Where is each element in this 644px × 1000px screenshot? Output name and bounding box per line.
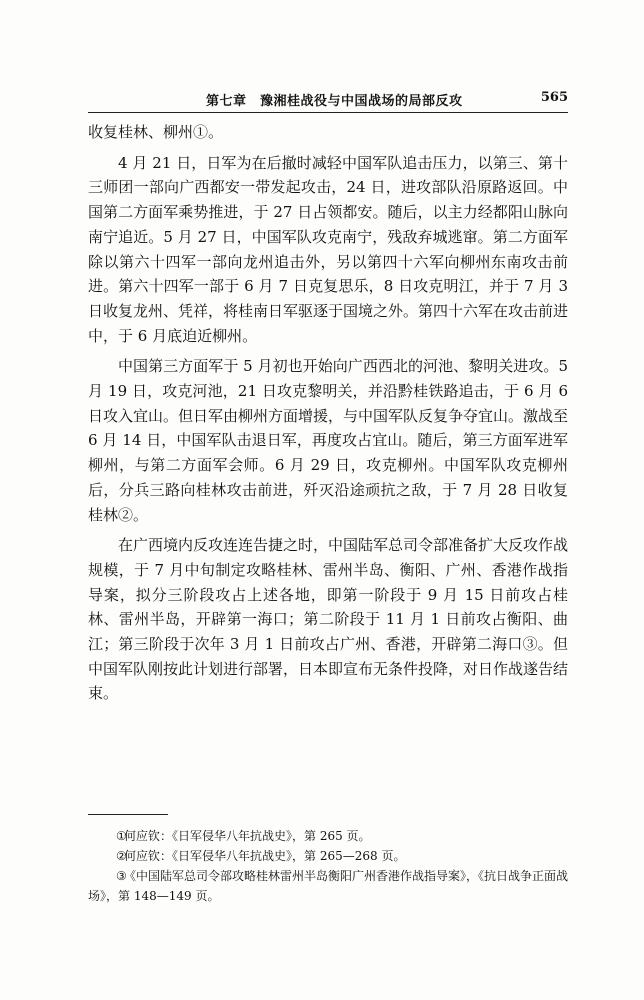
paragraph-1: 收复桂林、柳州①。 [88, 123, 224, 141]
footnote-text: 《中国陆军总司令部攻略桂林雷州半岛衡阳广州香港作战指导案》，《抗日战争正面战场》，第 148—149 页。 [88, 869, 569, 903]
footnote-2 [88, 846, 568, 866]
paragraph-2: 4 月 21 日，日军为在后撤时减轻中国军队追击压力，以第三、第十三师团一部向广西都安一带发起攻击，24 日，进攻部队沿原路返回。中国第二方面军乘势推进，于 27 日占领都安。随后，以主力经都阳山脉向南宁追近。5 月 27 日，中国军队攻克南宁，残敌弃城逃窜。第二方面军除以第六十四军一部向龙州追击外，另以第四十六军向柳州东南攻击前进。第六十四军一部于 6 月 7 日克复思乐，8 日攻克明江，并于 7 月 3 日收复龙州、凭祥，将桂南日军驱逐于国境之外。第四十六军在攻击前进中，于 6 月底迫近柳州。 [88, 153, 569, 345]
page-number: 565 [540, 90, 568, 105]
running-header [88, 88, 568, 112]
footnote-mark: ③ [116, 869, 127, 883]
footnote-rule [88, 814, 168, 815]
footnote-1 [88, 826, 568, 846]
chapter-title: 第七章 豫湘桂战役与中国战场的局部反攻 [206, 94, 463, 109]
body-text [88, 120, 568, 706]
footnote-3 [88, 866, 568, 906]
footnote-mark: ② [116, 849, 127, 863]
paragraph-4: 在广西境内反攻连连告捷之时，中国陆军总司令部准备扩大反攻作战规模，于 7 月中旬制定攻略桂林、雷州半岛、衡阳、广州、香港作战指导案，拟分三阶段攻占上述各地，即第一阶段于 9 月 15 日前攻占桂林、雷州半岛，开辟第一海口；第二阶段于 11 月 1 日前攻占衡阳、曲江；第三阶段于次年 3 月 1 日前攻占广州、香港，开辟第二海口③。但中国军队刚按此计划进行部署，日本即宣布无条件投降，对日作战遂告结束。 [88, 536, 569, 703]
header-rule [88, 112, 568, 113]
footnote-text: 何应钦：《日军侵华八年抗战史》，第 265 页。 [124, 829, 371, 843]
footnotes [88, 826, 568, 906]
paragraph-3: 中国第三方面军于 5 月初也开始向广西西北的河池、黎明关进攻。5 月 19 日，攻克河池，21 日攻克黎明关，并沿黔桂铁路追击，于 6 月 6 日攻入宜山。但日军由柳州方面增援，与中国军队反复争夺宜山。激战至 6 月 14 日，中国军队击退日军，再度攻占宜山。随后，第三方面军进军柳州，与第二方面军会师。6 月 29 日，攻克柳州。中国军队攻克柳州后，分兵三路向桂林攻击前进，歼灭沿途顽抗之敌，于 7 月 28 日收复桂林②。 [88, 357, 569, 524]
footnote-text: 何应钦：《日军侵华八年抗战史》，第 265—268 页。 [124, 849, 406, 863]
footnote-mark: ① [116, 829, 127, 843]
